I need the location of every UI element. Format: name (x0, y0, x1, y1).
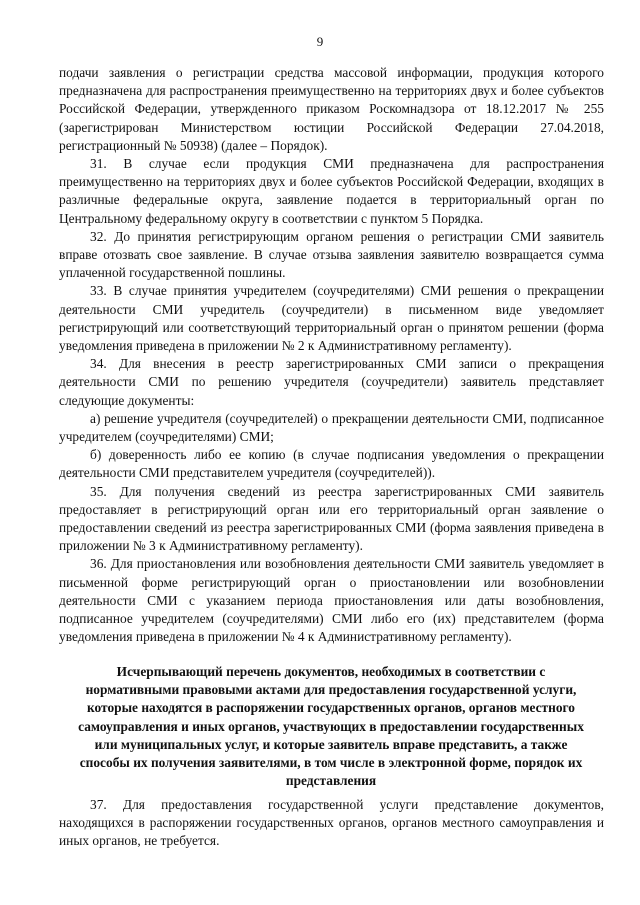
document-body (59, 64, 604, 647)
paragraph-36: 36. Для приостановления или возобновления деятельности СМИ заявитель уведомляет в письменной форме регистрирующий орган о приостановлении или возобновлении деятельности СМИ с указанием периода приостановления или даты возобновления, подписанное учредителем (соучредителями) СМИ либо его (их) представителем (форма уведомления приведена в приложении № 4 к Административному регламенту). (59, 556, 604, 645)
paragraph-34-item-b: б) доверенность либо ее копию (в случае подписания уведомления о прекращении деятельности СМИ представителем учредителя (соучредителей)). (59, 447, 604, 481)
paragraph-33: 33. В случае принятия учредителем (соучредителями) СМИ решения о прекращении деятельности СМИ учредитель (соучредители) в письменном виде уведомляет регистрирующий или соответствующий территориальный орган о принятом решении (форма уведомления приведена в приложении № 2 к Административному регламенту). (59, 283, 604, 354)
section-heading: Исчерпывающий перечень документов, необходимых в соответствии с нормативными правовыми актами для предоставления государственной услуги, которые находятся в распоряжении государственных органов, органов местного самоуправления и иных органов, участвующих в предоставлении государственных или муниципальных услуг, и которые заявитель вправе представить, а также способы их получения заявителями, в том числе в электронной форме, порядок их представления (78, 664, 584, 789)
paragraph-37: 37. Для предоставления государственной услуги представление документов, находящихся в распоряжении государственных органов, органов местного самоуправления и иных органов, не требуется. (59, 797, 604, 849)
paragraph-continuation: подачи заявления о регистрации средства массовой информации, продукция которого предназначена для распространения преимущественно на территориях двух и более субъектов Российской Федерации, утвержденного приказом Роскомнадзора от 18.12.2017 № 255 (зарегистрирован Министерством юстиции Российской Федерации 27.04.2018, регистрационный № 50938) (далее – Порядок). (59, 65, 604, 153)
paragraph-35: 35. Для получения сведений из реестра зарегистрированных СМИ заявитель предоставляет в регистрирующий орган или его территориальный орган заявление о предоставлении сведений из реестра зарегистрированных СМИ (форма заявления приведена в приложении № 3 к Административному регламенту). (59, 483, 604, 554)
page-number: 9 (316, 34, 324, 49)
paragraph-32: 32. До принятия регистрирующим органом решения о регистрации СМИ заявитель вправе отозвать свое заявление. В случае отзыва заявления заявителю возвращается сумма уплаченной государственной пошлины. (59, 228, 604, 281)
document-body-tail (59, 796, 604, 851)
paragraph-34: 34. Для внесения в реестр зарегистрированных СМИ записи о прекращения деятельности СМИ по решению учредителя (соучредители) заявитель представляет следующие документы: (59, 356, 604, 408)
paragraph-31: 31. В случае если продукция СМИ предназначена для распространения преимущественно на территориях двух и более субъектов Российской Федерации, входящих в различные федеральные округа, заявление подается в территориальный орган по Центральному федеральному округу в соответствии с пунктом 5 Порядка. (59, 156, 604, 226)
paragraph-34-item-a: а) решение учредителя (соучредителей) о прекращении деятельности СМИ, подписанное учредителем (соучредителями) СМИ; (59, 410, 604, 445)
